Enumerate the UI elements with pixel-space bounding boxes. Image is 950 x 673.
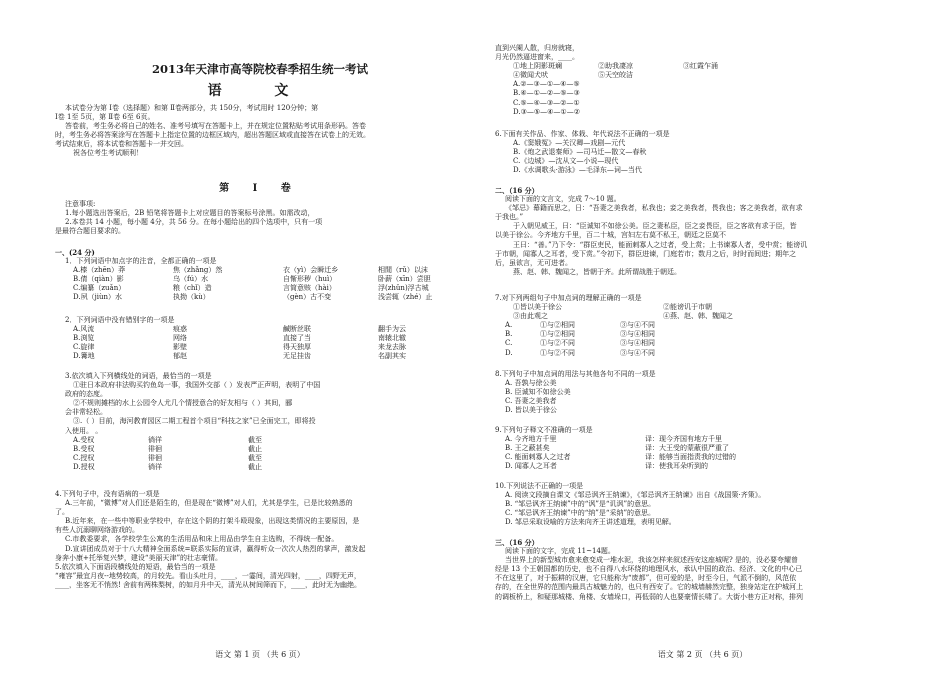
question-3: 3.依次填入下列横线处的词语，最恰当的一项是 ①驻日本政府非法购买钓鱼岛一事，我国外交部（ ）发表严正声明，表明了中国 政府的态度。 ②不规则摊档的水上公园令人尤几个情授意合的好友相与（ ）其间，郦 会非常轻松。 ③.（ ）目前，海河教育园区二期工程首个项目“科技之家”已全面完工，即将投 入使用。 。 A.受权 徜徉 截至 B.受权 徘徊 截止 C.授权 徘徊 截至 D.授权 徜徉 截止	[55, 372, 465, 472]
q9-options: A. 今齐地方千里 译：现今齐国有地方千里 B. 王之蔽甚矣 译：大王受的蒙蔽很严重了 C. 能面刺寡人之过者 译：能够当面指责我的过错的 D. 闻寡人之耳者 译：使我耳朵听到的	[505, 435, 736, 471]
question-1: 一、(24 分) 1．下列词语中加点字的注音，全都正确的一项是 A.榛（zhēn）莽 焦（zhǎng）然 衣（yì）会瞬迁乡 相閒（rǔ）以沫 B.倩（qiàn）影 乌（fú）水 自惭形秽（huì） 卧薪（xīn）尝胆 C.编纂（zuǎn） 粮（chǐ）造 言简意赅（hài） 浮(zhǔn)浮古城 D.夙（jiùn）水 执拗（kù） （gèn）古不变 浅尝辄（zhé）止	[55, 248, 465, 303]
q5-phrases: ①地上阴影斑斓 ②助我凄凉 ③红霞乍涌 ④微闻犬吠 ⑤天空皎洁	[513, 62, 718, 80]
question-7: 7.对下列两组句子中加点词的理解正确的一项是 ①皆以美于徐公 ②能谤讥于市朝 ③由此观之 ④燕、赵、韩、魏闻之 A. ①与②相同 ③与④不同 B. ①与②相同 ③与④相同 C. ①与②不同 ③与④相同 D. ①与②不同 ③与④不同	[495, 294, 910, 358]
q3-options: A.受权 徜徉 截至 B.受权 徘徊 截止 C.授权 徘徊 截至 D.授权 徜徉 截止	[73, 435, 262, 471]
q7-pairs: ①皆以美于徐公 ②能谤讥于市朝 ③由此观之 ④燕、赵、韩、魏闻之	[513, 303, 733, 321]
question-10: 10.下列说法不正确的一项是 A. 阅读文段摘自课文《邹忌讽齐王纳谏》，《邹忌讽齐王纳谏》出自《战国策·齐策》。 B. “邹忌讽齐王纳谏”中的“讽”是“讥讽”的意思。 C. “邹忌讽齐王纳谏”中的“纳”是“采纳”的意思。 D. 邹忌采取设喻的方法来向齐王讲述道理，表明见解。	[495, 482, 766, 527]
passage-2: 二、（16 分） 阅读下面的文言文，完成 7～10 题。 《邹忌》幕籍而思之，日：“吾妻之美我者，私我也；妾之美我者，畏我也；客之美我者，欲有求 于我也。” 于入朝见威王，曰：“臣诚知不如徐公美。臣之妻私臣，臣之妾畏臣，臣之客欲有求于臣，皆 以美于徐公。今齐地方千里，百二十城，宫妇左右莫不私王，朝廷之臣莫不 王曰：“善。”乃下令：“群臣吏民，能面刺寡人之过者，受上赏；上书谏寡人者，受中赏；能谤讥 于市朝，闻寡人之耳者，受下赏。”令初下，群臣进谏，门庭若市；数月之后，时时而间进；期年之 后，虽欲言，无可进者。 燕、赵、韩、魏闻之，皆朝于齐。此所谓战胜于朝廷。	[495, 186, 808, 276]
q7-options: A. ①与②相同 ③与④不同 B. ①与②相同 ③与④相同 C. ①与②不同 ③与④相同 D. ①与②不同 ③与④不同	[505, 321, 655, 357]
exam-title: 2013年天津市高等院校春季招生统一考试	[151, 62, 368, 76]
page-right	[495, 0, 910, 673]
page-left	[55, 0, 465, 673]
question-6: 6.下面有关作品、作家、体栽、年代说法不正确的一项是 A.《窦娥冤》—关汉卿—戏剧—元代 B.《炮之武退秦师》—司马迁—散文—春秋 C.《边城》—沈从文—小说—现代 D.《水调歌头·游泳》—毛泽东—词—当代	[495, 130, 670, 175]
question-9: 9.下列句子释文不准确的一项是 A. 今齐地方千里 译：现今齐国有地方千里 B. 王之蔽甚矣 译：大王受的蒙蔽很严重了 C. 能面刺寡人之过者 译：能够当面指责我的过错的 D. 闻寡人之耳者 译：使我耳朵听到的	[495, 426, 910, 471]
page-footer-right: 语文 第 2 页 （共 6 页）	[657, 650, 748, 659]
volume-title: 第 Ⅰ 卷	[219, 183, 301, 194]
question-2: 2．下列词语中没有错别字的一项是 A.风流 痕惑 鹹断丝联 翻手为云 B.渕览 网络 直接了当 南辕北辙 C.旋律 影壁 得天独厚 来龙去脉 D.篝地 郁赵 无足挂齿 名副其实	[55, 316, 465, 361]
page-footer-left: 语文 第 1 页 （共 6 页）	[215, 650, 305, 659]
question-4-5: 4.下列句子中，没有语病的一项是 A.三年前，“微博”对人们还是陌生的，但是现在“微博”对人们，尤其是学生，已是比较熟悉的 了。 B.近年来，在一些中等职业学校中，存在这个阴的打架斗殴现象，出现这类情况的主要原因，是 有些人沉溺聊网络游戏的。 C.市教委要求，各学校学生公寓的生活用品和床上用品由学生自主选购，不得统一配备。 D.宣讲团成员对于十八大精神全面系统=联系实际的宣讲，赢得听众一次次人热烈的掌声，激发起 身奔小康+托举复兴梦，建设“美丽天津”的壮志豪情。 5.依次填入下面语段横线处的短语，最恰当的一项是 “雍容”最宜月夜--地势较高，的月较先。看山头吐月，____，一霎间，清光四射，____，四野无声， ____，坐客无不悄然! 舍前有两株梨树，的如月升中天，清光从树间筛而下，____，此时无为幽绝。	[55, 490, 366, 589]
question-8: 8.下列句子中加点词的用法与其他各句不同的一项是 A. 吾孰与徐公美 B. 臣诚知不如徐公美 C. 吾妻之美我者 D. 皆以美于徐公	[495, 370, 656, 415]
intro-paragraph: 本试卷分为第 Ⅰ卷（选择题）和第 Ⅱ卷两部分，共 150分，考试用时 120分钟；第 Ⅰ卷 1至 5页，第 Ⅱ卷 6至 6页。 答卷前，考生务必将自己的姓名、准考号填写在答题卡上，并在规定位置粘贴考试用条形码。答卷 时，考生务必将答案涂写在答题卡上指定位置的边框区域内，超出答题区域或直接答在试卷上的无效。 考试结束后，将本试卷和答题卡一并交回。 祝各位考生考试顺利！	[55, 104, 370, 158]
notes: 注意事项: 1.每小题选出答案后，2B 铅笔将答题卡上对应题目的答案标号涂黑。如需改动， 2.本卷共 14 小题，每小题 4分，共 56 分。在每小题给出的四个选项中，只有一项 是最符合题目要求的。	[55, 200, 323, 236]
subject-heading: 语 文	[207, 83, 313, 99]
question-5-continued: 直到兴阑人散，归房就寝， 月光仍然逼进窗来，____。 ①地上阴影斑斓 ②助我凄凉 ③红霞乍涌 ④微闻犬吠 ⑤天空皎洁 A.②—③—①—④—⑤ B.④—①—②—⑤—③ C.⑤—④—③—②—① D.③—⑤—④—①—②	[495, 44, 910, 117]
passage-3: 三、（16 分） 阅读下面的文字，完成 11~14题。 当世界上的新型城市愈来愈变成一堆水泥，我该怎样来叙述西安这座城呢? 是的，没必要夸耀曾 经是 13 个王朝国都的历史，也不自得八水环绕的地理风水，承认中国的政治、经济、文化的中心已 不在这里了，对于振耕的汉唐，它只能称为“废都”，但可爱的是，时至今日，气派不倒的，风范依 存的，在全世界的范围内最具古城魅力的，也只有西安了。它的城墙赫然完整，独身站定在护城河上 的调板桥上，和疑那城楼、角楼、女墙垛口，再低弱的人也要豪情长啸了。大街小巷方正对称，排列	[495, 538, 803, 601]
q1-options: A.榛（zhēn）莽 焦（zhǎng）然 衣（yì）会瞬迁乡 相閒（rǔ）以沫 B.倩（qiàn）影 乌（fú）水 自惭形秽（huì） 卧薪（xīn）尝胆 C.编纂（zuǎn） 粮（chǐ）造 言简意赅（hài） 浮(zhǔn)浮古城 D.夙（jiùn）水 执拗（kù） （gèn）古不变 浅尝辄（zhé）止	[73, 266, 433, 302]
q2-options: A.风流 痕惑 鹹断丝联 翻手为云 B.渕览 网络 直接了当 南辕北辙 C.旋律 影壁 得天独厚 来龙去脉 D.篝地 郁赵 无足挂齿 名副其实	[73, 325, 406, 361]
